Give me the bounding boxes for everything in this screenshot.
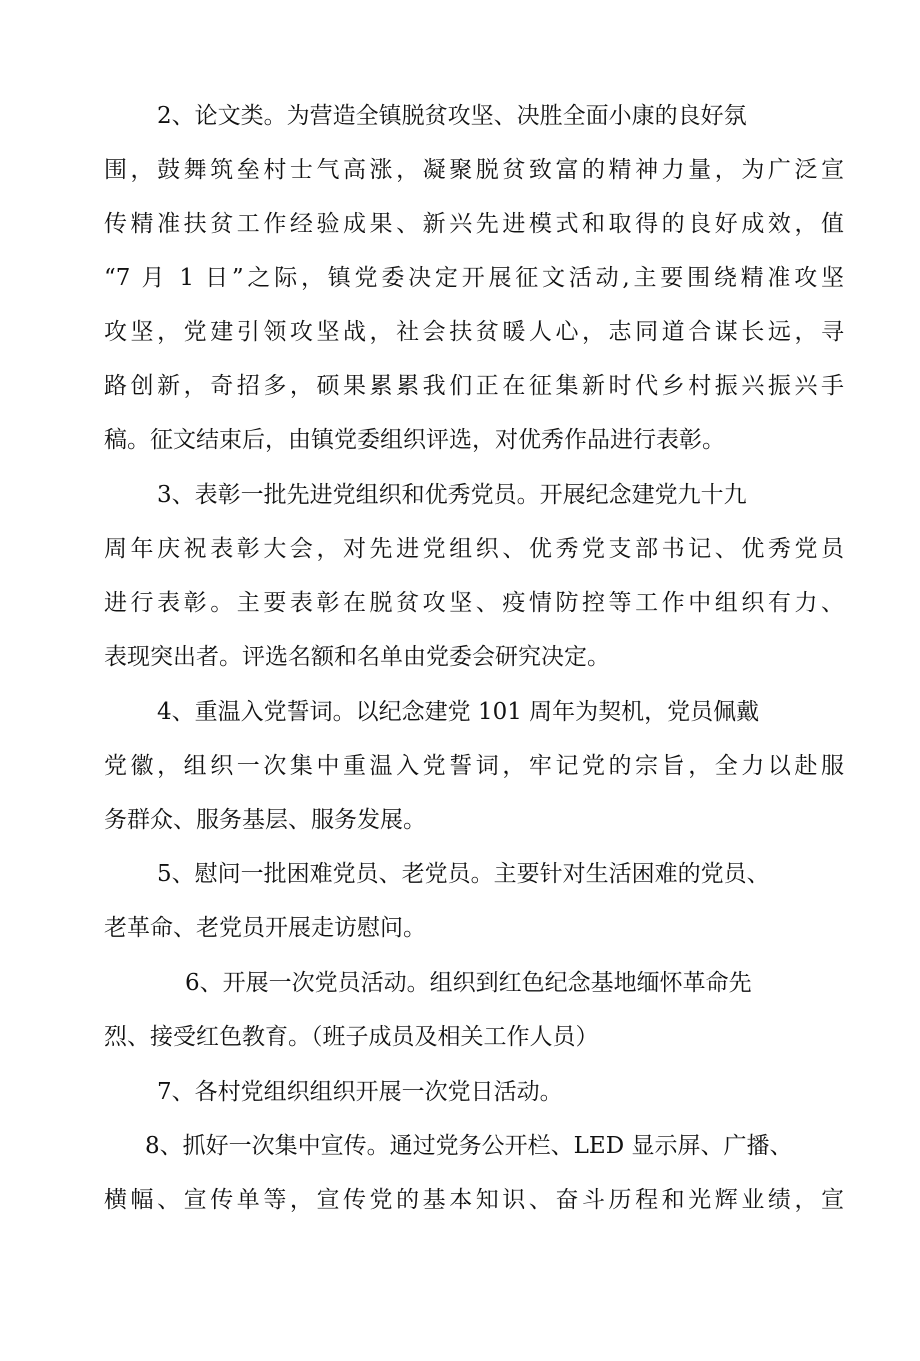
paragraph-line: 烈、接受红色教育。（班子成员及相关工作人员）	[104, 1024, 599, 1050]
paragraph-line: “7 月 1 日”之际，镇党委决定开展征文活动,主要围绕精准攻坚	[104, 265, 844, 291]
paragraph-line: 3、表彰一批先进党组织和优秀党员。开展纪念建党九十九	[157, 482, 747, 508]
paragraph-line: 表现突出者。评选名额和名单由党委会研究决定。	[104, 644, 610, 670]
paragraph-line: 7、各村党组织组织开展一次党日活动。	[157, 1079, 563, 1105]
paragraph-line: 横幅、宣传单等，宣传党的基本知识、奋斗历程和光辉业绩，宣	[104, 1187, 844, 1213]
paragraph-line: 周年庆祝表彰大会，对先进党组织、优秀党支部书记、优秀党员	[104, 536, 844, 562]
paragraph-line: 攻坚，党建引领攻坚战，社会扶贫暖人心，志同道合谋长远，寻	[104, 319, 844, 345]
paragraph-line: 党徽，组织一次集中重温入党誓词，牢记党的宗旨，全力以赴服	[104, 753, 844, 779]
paragraph-line: 8、抓好一次集中宣传。通过党务公开栏、LED 显示屏、广播、	[145, 1133, 793, 1159]
paragraph-line: 务群众、服务基层、服务发展。	[104, 807, 426, 833]
paragraph-line: 稿。征文结束后，由镇党委组织评选，对优秀作品进行表彰。	[104, 427, 725, 453]
paragraph-line: 4、重温入党誓词。以纪念建党 101 周年为契机，党员佩戴	[157, 699, 760, 725]
paragraph-line: 传精准扶贫工作经验成果、新兴先进模式和取得的良好成效，值	[104, 211, 844, 237]
paragraph-line: 进行表彰。主要表彰在脱贫攻坚、疫情防控等工作中组织有力、	[104, 590, 844, 616]
paragraph-line: 老革命、老党员开展走访慰问。	[104, 915, 426, 941]
paragraph-line: 6、开展一次党员活动。组织到红色纪念基地缅怀革命先	[185, 970, 752, 996]
paragraph-line: 2、论文类。为营造全镇脱贫攻坚、决胜全面小康的良好氛	[157, 103, 747, 129]
paragraph-line: 路创新，奇招多，硕果累累我们正在征集新时代乡村振兴振兴手	[104, 373, 844, 399]
paragraph-line: 围，鼓舞筑垒村士气高涨，凝聚脱贫致富的精神力量，为广泛宣	[104, 157, 844, 183]
paragraph-line: 5、慰问一批困难党员、老党员。主要针对生活困难的党员、	[157, 861, 770, 887]
